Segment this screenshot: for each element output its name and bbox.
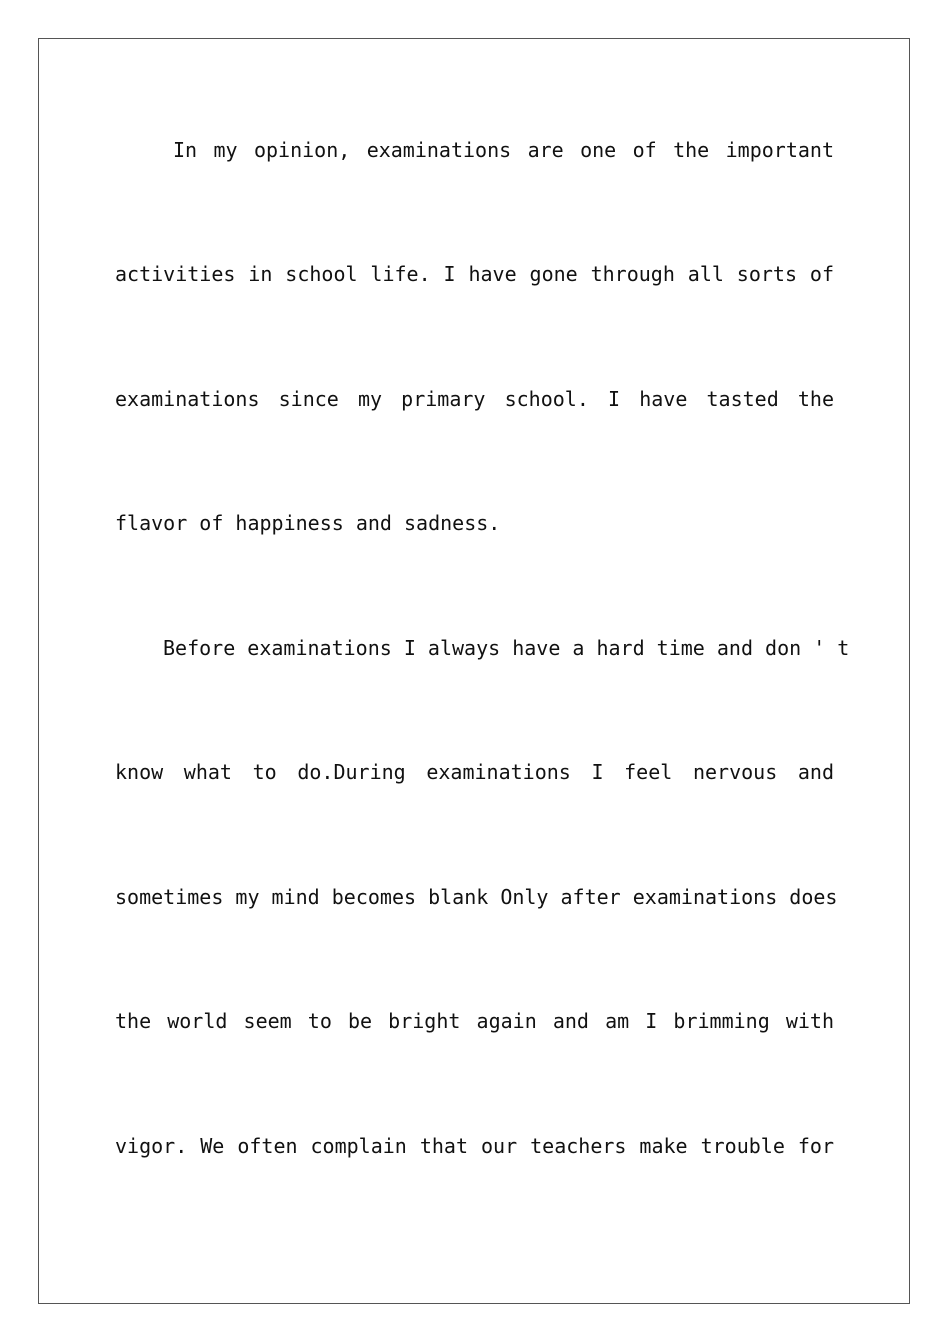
paragraph-2-line-5: vigor. We often complain that our teachers make trouble for xyxy=(115,1134,834,1158)
page-frame xyxy=(38,38,910,1304)
paragraph-2-line-1: Before examinations I always have a hard time and don ' t xyxy=(163,636,850,660)
paragraph-2-line-4: the world seem to be bright again and am I brimming with xyxy=(115,1009,834,1033)
paragraph-2-line-3: sometimes my mind becomes blank Only after examinations does xyxy=(115,885,838,909)
paragraph-1-line-4: flavor of happiness and sadness. xyxy=(115,511,501,535)
paragraph-2-line-2: know what to do.During examinations I feel nervous and xyxy=(115,760,834,784)
paragraph-1-line-2: activities in school life. I have gone through all sorts of xyxy=(115,262,834,286)
paragraph-1-line-1: In my opinion, examinations are one of the important xyxy=(173,138,834,162)
paragraph-1-line-3: examinations since my primary school. I have tasted the xyxy=(115,387,834,411)
